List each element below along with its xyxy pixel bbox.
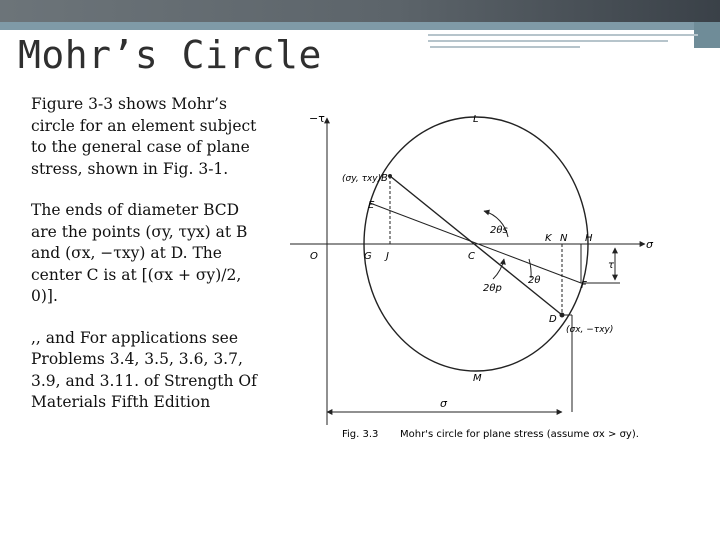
label-e: E [368,200,375,211]
label-g: G [364,251,372,262]
label-b: B [381,173,388,184]
decor-line [428,34,698,36]
top-banner [0,0,720,22]
label-m: M [473,373,482,384]
label-j: J [386,251,389,262]
label-n: N [560,233,568,244]
top-banner-dark [0,0,720,22]
paragraph: ,, and For applications see Problems 3.4, 3.5, 3.6, 3.7, 3.9, and 3.11. of Strength Of Materials Fifth Edition [31,328,257,411]
label-d: D [549,314,557,325]
label-f: F [581,280,587,291]
label-k: K [545,233,552,244]
decor-line [430,46,580,48]
angle-label-2theta: 2θ [528,275,541,286]
label-l: L [473,114,479,125]
angle-arc-2theta-p [493,259,504,279]
paragraph: Figure 3-3 shows Mohr’s circle for an element subject to the general case of plane stress, shown in Fig. 3-1. [31,95,257,178]
mohrs-circle-diagram [290,100,710,470]
tau-dimension-label: τ [608,260,615,271]
paragraph: The ends of diameter BCD are the points (σy, τyx) at B and (σx, −τxy) at D. The center C is at [(σx + σy)/2, 0)]. [31,201,248,305]
diameter-bd [390,176,562,315]
point-b-coords: (σy, τxy) [342,174,382,184]
label-h: H [585,233,593,244]
label-o: O [310,251,318,262]
mohrs-circle-figure [290,100,710,470]
body-text [31,94,261,434]
top-banner-accent [0,22,720,30]
figure-caption-text: Mohr's circle for plane stress (assume σx > σy). [400,429,639,440]
slide-title: Mohr’s Circle [18,33,322,77]
point-d-coords: (σx, −τxy) [566,325,614,335]
figure-caption-number: Fig. 3.3 [342,429,379,440]
angle-label-2theta-s: 2θs [490,225,508,236]
angle-label-2theta-p: 2θp [483,283,502,294]
label-c: C [468,251,475,262]
tau-axis-label: −τ [309,112,325,125]
sigma-dimension-label: σ [440,397,447,410]
point-b-dot [388,174,392,178]
decor-line [428,40,668,42]
sigma-axis-label: σ [646,238,653,251]
point-d-dot [560,313,565,318]
